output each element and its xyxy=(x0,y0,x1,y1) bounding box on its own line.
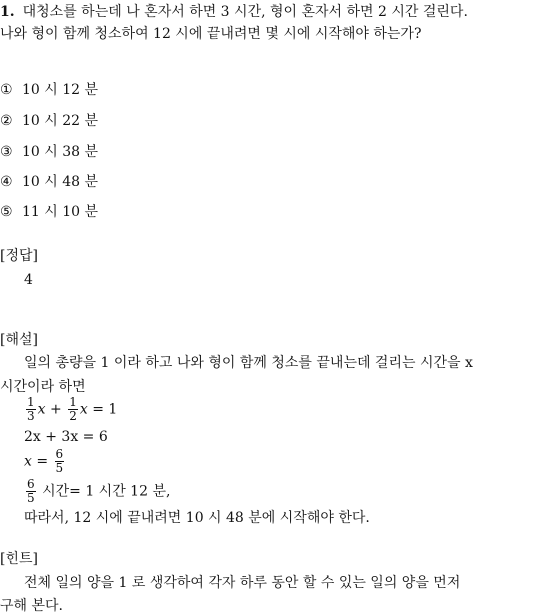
fraction xyxy=(26,396,36,423)
equation-2: 2x + 3x = 6 xyxy=(24,429,108,445)
equation-rhs: = 1 xyxy=(92,401,118,418)
denominator: 5 xyxy=(27,491,35,505)
fraction xyxy=(55,448,65,475)
denominator: 5 xyxy=(55,461,64,475)
solution-label: [해설] xyxy=(0,332,38,348)
choice-text: 10 시 38 분 xyxy=(22,144,99,160)
equation-4 xyxy=(24,478,170,505)
choice-text: 10 시 48 분 xyxy=(22,174,99,190)
numerator: 6 xyxy=(55,447,64,461)
choice-mark: ① xyxy=(0,82,13,98)
variable: x xyxy=(37,401,46,418)
hint-line-2: 구해 본다. xyxy=(0,598,63,614)
hint-label: [힌트] xyxy=(0,551,38,567)
choice-4[interactable] xyxy=(0,172,98,192)
fraction xyxy=(26,478,36,505)
solution-conclusion: 따라서, 12 시에 끝내려면 10 시 48 분에 시작해야 한다. xyxy=(24,510,370,526)
equation-lhs: x = xyxy=(24,453,49,470)
question-text-1: 대청소를 하는데 나 혼자서 하면 3 시간, 형이 혼자서 하면 2 시간 걸린다. xyxy=(22,4,468,20)
question-text-2: 나와 형이 함께 청소하여 12 시에 끝내려면 몇 시에 시작해야 하는가? xyxy=(0,26,422,42)
equation-1 xyxy=(24,396,117,423)
choice-mark: ③ xyxy=(0,144,13,160)
solution-intro-1: 일의 총량을 1 이라 하고 나와 형이 함께 청소를 끝내는데 걸리는 시간을 x xyxy=(24,355,473,371)
choice-text: 10 시 12 분 xyxy=(22,82,99,98)
answer-label: [정답] xyxy=(0,248,38,264)
numerator: 1 xyxy=(27,395,35,409)
operator: + xyxy=(50,401,62,418)
question-number: 1. xyxy=(0,4,15,20)
choice-text: 11 시 10 분 xyxy=(22,204,99,220)
hint-line-1: 전체 일의 양을 1 로 생각하여 각자 하루 동안 할 수 있는 일의 양을 먼저 xyxy=(24,575,461,591)
variable: x xyxy=(79,401,88,418)
equation-text: 시간= 1 시간 12 분, xyxy=(42,483,171,500)
choice-5[interactable] xyxy=(0,202,98,222)
denominator: 2 xyxy=(69,409,77,423)
choice-text: 10 시 22 분 xyxy=(22,113,99,129)
choice-mark: ⑤ xyxy=(0,204,13,220)
question-line-1 xyxy=(0,2,468,22)
choice-2[interactable] xyxy=(0,111,98,131)
solution-intro-2: 시간이라 하면 xyxy=(0,379,86,395)
answer-value: 4 xyxy=(24,272,33,288)
choice-mark: ④ xyxy=(0,174,13,190)
fraction xyxy=(68,396,78,423)
choice-3[interactable] xyxy=(0,142,98,162)
denominator: 3 xyxy=(27,409,35,423)
choice-mark: ② xyxy=(0,113,13,129)
equation-3 xyxy=(24,448,66,475)
numerator: 1 xyxy=(69,395,77,409)
choice-1[interactable] xyxy=(0,80,98,100)
numerator: 6 xyxy=(27,477,35,491)
